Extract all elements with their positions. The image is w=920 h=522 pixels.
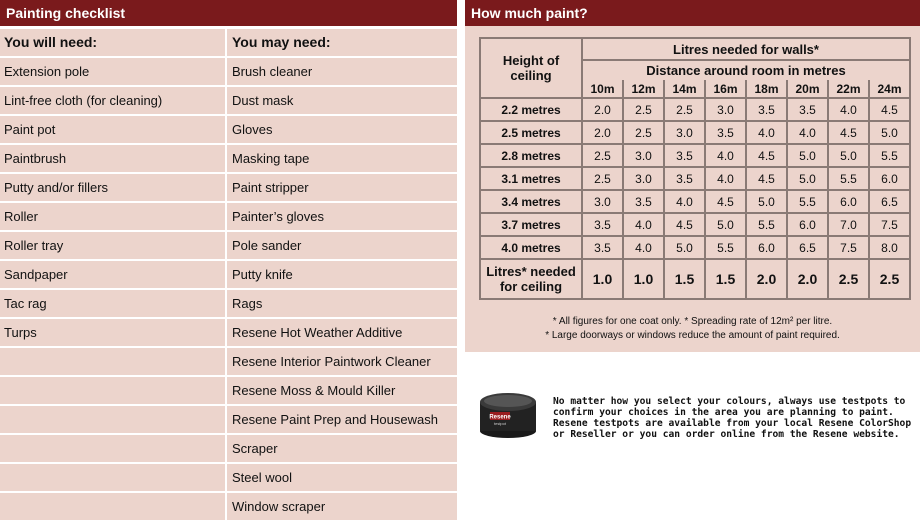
promo-line: confirm your choices in the area you are planning to paint. [553, 407, 894, 418]
table-row [480, 213, 910, 236]
table-row [480, 144, 910, 167]
litres-cell: 5.5 [787, 190, 828, 213]
litres-cell: 5.0 [787, 167, 828, 190]
litres-cell: 3.5 [746, 98, 787, 121]
may-list-item: Gloves [227, 116, 457, 145]
litres-cell: 4.0 [746, 121, 787, 144]
litres-cell: 4.5 [746, 144, 787, 167]
need-list-item [0, 406, 225, 435]
litres-cell: 6.0 [746, 236, 787, 259]
litres-cell: 5.0 [869, 121, 910, 144]
may-list-item: Brush cleaner [227, 58, 457, 87]
height-of-ceiling-header: Height of ceiling [480, 38, 582, 98]
litres-cell: 3.5 [664, 167, 705, 190]
ceiling-height-label: 4.0 metres [480, 236, 582, 259]
litres-cell: 4.5 [746, 167, 787, 190]
distance-col-header: 24m [869, 80, 910, 98]
need-list-item: Turps [0, 319, 225, 348]
distance-col-header: 12m [623, 80, 664, 98]
litres-cell: 5.0 [746, 190, 787, 213]
litres-cell: 4.5 [705, 190, 746, 213]
litres-cell: 3.5 [582, 213, 623, 236]
litres-cell: 2.5 [664, 98, 705, 121]
litres-cell: 3.0 [623, 144, 664, 167]
testpot-jar-image [478, 390, 538, 445]
may-list-item: Steel wool [227, 464, 457, 493]
litres-cell: 3.0 [705, 98, 746, 121]
litres-cell: 6.0 [828, 190, 869, 213]
litres-cell: 6.0 [787, 213, 828, 236]
checklist-title: Painting checklist [0, 0, 457, 26]
table-row [480, 121, 910, 144]
distance-col-header: 20m [787, 80, 828, 98]
jar-brand-label: Resene [489, 414, 511, 421]
need-list-item [0, 348, 225, 377]
paint-panel-title: How much paint? [465, 0, 920, 26]
need-list-item: Lint-free cloth (for cleaning) [0, 87, 225, 116]
litres-cell: 3.5 [664, 144, 705, 167]
litres-cell: 4.0 [623, 213, 664, 236]
distance-header: Distance around room in metres [582, 60, 910, 80]
ceiling-litres-cell: 1.5 [664, 259, 705, 299]
need-list-item [0, 435, 225, 464]
may-list-item: Paint stripper [227, 174, 457, 203]
may-header: You may need: [227, 29, 457, 58]
litres-cell: 5.5 [869, 144, 910, 167]
may-list-item: Painter’s gloves [227, 203, 457, 232]
ceiling-height-label: 3.4 metres [480, 190, 582, 213]
litres-cell: 4.5 [664, 213, 705, 236]
litres-cell: 4.5 [828, 121, 869, 144]
testpot-promo-text [553, 396, 918, 440]
litres-cell: 2.5 [582, 144, 623, 167]
need-list-item: Extension pole [0, 58, 225, 87]
litres-cell: 6.5 [787, 236, 828, 259]
distance-col-header: 22m [828, 80, 869, 98]
note-coat: * All figures for one coat only. * Spreading rate of 12m² per litre. [552, 316, 833, 327]
ceiling-height-label: 2.5 metres [480, 121, 582, 144]
litres-cell: 4.0 [623, 236, 664, 259]
may-list-item: Rags [227, 290, 457, 319]
litres-cell: 4.0 [664, 190, 705, 213]
litres-cell: 2.0 [582, 121, 623, 144]
paint-table [479, 37, 911, 300]
litres-cell: 2.0 [582, 98, 623, 121]
may-list-item: Putty knife [227, 261, 457, 290]
painting-checklist [0, 0, 457, 514]
litres-cell: 7.5 [869, 213, 910, 236]
may-list-item: Resene Hot Weather Additive [227, 319, 457, 348]
table-row [480, 98, 910, 121]
litres-cell: 2.5 [623, 98, 664, 121]
ceiling-litres-cell: 2.0 [746, 259, 787, 299]
litres-cell: 8.0 [869, 236, 910, 259]
may-list-item: Window scraper [227, 493, 457, 522]
litres-cell: 5.0 [664, 236, 705, 259]
need-list-item: Roller [0, 203, 225, 232]
litres-cell: 4.5 [869, 98, 910, 121]
may-list-item: Resene Paint Prep and Housewash [227, 406, 457, 435]
litres-cell: 7.0 [828, 213, 869, 236]
litres-cell: 5.5 [705, 236, 746, 259]
litres-cell: 3.0 [582, 190, 623, 213]
ceiling-litres-cell: 2.0 [787, 259, 828, 299]
ceiling-height-label: 2.8 metres [480, 144, 582, 167]
distance-col-header: 10m [582, 80, 623, 98]
note-doorways: * Large doorways or windows reduce the amount of paint required. [545, 330, 840, 341]
ceiling-height-label: 3.7 metres [480, 213, 582, 236]
litres-cell: 3.5 [787, 98, 828, 121]
ceiling-height-label: 3.1 metres [480, 167, 582, 190]
ceiling-height-label: 2.2 metres [480, 98, 582, 121]
litres-cell: 6.0 [869, 167, 910, 190]
need-list-item: Paintbrush [0, 145, 225, 174]
litres-cell: 5.0 [828, 144, 869, 167]
ceiling-litres-cell: 2.5 [869, 259, 910, 299]
table-row [480, 190, 910, 213]
litres-cell: 4.0 [705, 144, 746, 167]
need-list-item: Sandpaper [0, 261, 225, 290]
litres-cell: 3.0 [623, 167, 664, 190]
litres-cell: 3.5 [705, 121, 746, 144]
litres-cell: 4.0 [828, 98, 869, 121]
promo-line: or Reseller or you can order online from the Resene website. [553, 429, 900, 440]
ceiling-litres-cell: 1.5 [705, 259, 746, 299]
litres-cell: 7.5 [828, 236, 869, 259]
promo-line: Resene testpots are available from your local Resene ColorShop [553, 418, 912, 429]
ceiling-litres-row [480, 259, 910, 299]
need-list-item [0, 464, 225, 493]
may-list-item: Resene Moss & Mould Killer [227, 377, 457, 406]
litres-cell: 3.5 [582, 236, 623, 259]
may-list-item: Masking tape [227, 145, 457, 174]
may-column [227, 29, 457, 514]
litres-cell: 6.5 [869, 190, 910, 213]
litres-cell: 5.5 [828, 167, 869, 190]
need-column [0, 29, 225, 490]
ceiling-litres-cell: 1.0 [582, 259, 623, 299]
table-row [480, 167, 910, 190]
need-list-item: Roller tray [0, 232, 225, 261]
ceiling-litres-cell: 1.0 [623, 259, 664, 299]
litres-cell: 2.5 [582, 167, 623, 190]
may-list-item: Resene Interior Paintwork Cleaner [227, 348, 457, 377]
table-row [480, 236, 910, 259]
litres-cell: 5.0 [787, 144, 828, 167]
need-list-item: Putty and/or fillers [0, 174, 225, 203]
paint-table-body [480, 98, 910, 299]
promo-line: No matter how you select your colours, always use testpots to [553, 396, 906, 407]
litres-cell: 4.0 [787, 121, 828, 144]
litres-cell: 2.5 [623, 121, 664, 144]
need-list-item [0, 377, 225, 406]
ceiling-litres-label: Litres* needed for ceiling [480, 259, 582, 299]
distance-col-header: 18m [746, 80, 787, 98]
distance-col-header: 16m [705, 80, 746, 98]
litres-cell: 5.0 [705, 213, 746, 236]
need-list-item: Tac rag [0, 290, 225, 319]
paint-quantity-panel [465, 0, 920, 352]
need-list-item [0, 493, 225, 522]
litres-cell: 3.5 [623, 190, 664, 213]
litres-walls-header: Litres needed for walls* [582, 38, 910, 60]
jar-sub-label: testpot [493, 421, 507, 426]
need-list-item: Paint pot [0, 116, 225, 145]
litres-cell: 3.0 [664, 121, 705, 144]
distance-col-header: 14m [664, 80, 705, 98]
litres-cell: 5.5 [746, 213, 787, 236]
may-list-item: Pole sander [227, 232, 457, 261]
may-list-item: Dust mask [227, 87, 457, 116]
need-header: You will need: [0, 29, 225, 58]
may-list-item: Scraper [227, 435, 457, 464]
ceiling-litres-cell: 2.5 [828, 259, 869, 299]
checklist-columns [0, 29, 457, 514]
litres-cell: 4.0 [705, 167, 746, 190]
